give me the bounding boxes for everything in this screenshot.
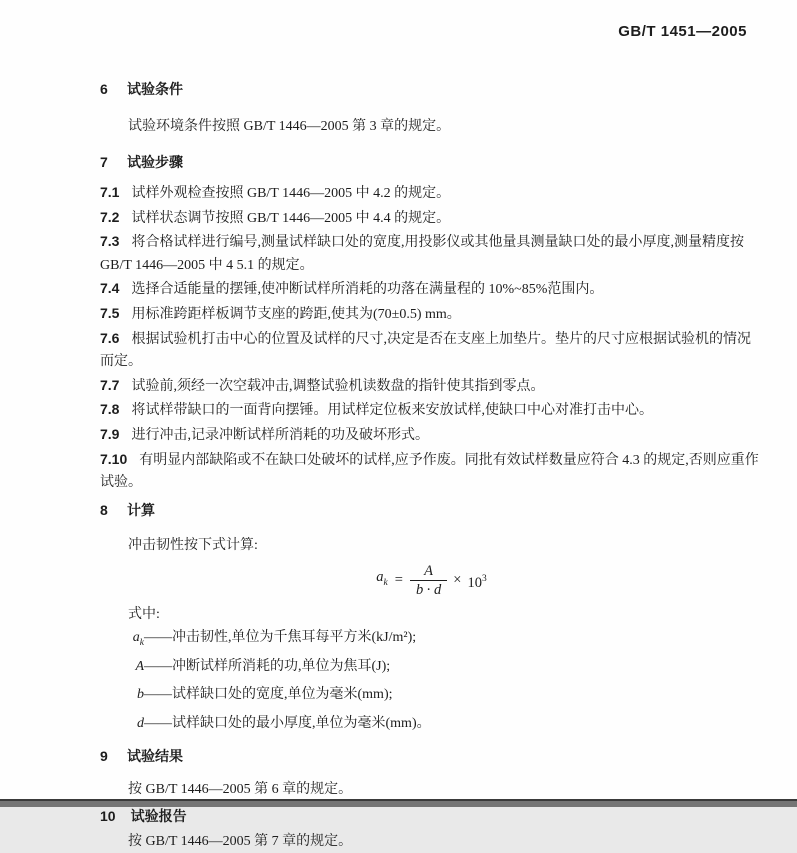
clause-10-number: 10 <box>100 807 116 824</box>
clause-7-heading <box>100 151 763 174</box>
formula-symbol: a <box>376 569 384 586</box>
step-7-10-text: 有明显内部缺陷或不在缺口处破坏的试样,应予作废。同批有效试样数量应符合 4.3 的规定,否则应重作试验。 <box>100 452 759 491</box>
symbol-a-sub: k <box>139 637 144 648</box>
step-7-1-number: 7.1 <box>100 184 120 200</box>
step-7-10 <box>100 448 763 495</box>
clause-8-heading <box>100 499 763 522</box>
fraction-denominator <box>410 580 447 599</box>
definition-b <box>100 683 763 712</box>
step-7-8 <box>100 398 763 423</box>
clause-9-heading <box>100 745 763 768</box>
step-7-4 <box>100 277 763 302</box>
clause-7-number: 7 <box>100 154 108 170</box>
step-7-5-number: 7.5 <box>100 304 120 321</box>
step-7-3 <box>100 230 763 277</box>
definition-d-text: ——试样缺口处的最小厚度,单位为毫米(mm)。 <box>144 716 431 732</box>
step-7-7 <box>100 374 763 399</box>
step-7-9-number: 7.9 <box>100 425 120 442</box>
clause-7-steps <box>100 181 763 495</box>
step-7-1-text: 试样外观检查按照 GB/T 1446—2005 中 4.2 的规定。 <box>131 186 451 201</box>
step-7-2 <box>100 206 763 231</box>
standard-number-header: GB/T 1451—2005 <box>618 23 747 40</box>
clause-8-title: 计算 <box>127 501 155 518</box>
definition-A <box>100 655 763 684</box>
step-7-7-number: 7.7 <box>100 376 120 393</box>
clause-7-title: 试验步骤 <box>127 154 183 170</box>
clause-6-number: 6 <box>100 81 108 97</box>
where-label: 式中: <box>128 606 160 622</box>
clause-8-number: 8 <box>100 501 108 518</box>
formula-fraction <box>410 563 447 599</box>
symbol-A: A <box>135 658 144 674</box>
numerator-symbol: A <box>424 562 434 579</box>
definition-b-symbol <box>100 683 144 712</box>
power-exponent: 3 <box>481 573 487 584</box>
definition-d <box>100 712 763 741</box>
clause-6-title: 试验条件 <box>127 81 183 97</box>
step-7-10-number: 7.10 <box>100 450 128 467</box>
equals-sign: = <box>394 572 403 589</box>
denominator-b: b <box>415 581 424 598</box>
step-7-5-text: 用标准跨距样板调节支座的跨距,使其为(70±0.5) mm。 <box>131 306 461 322</box>
step-7-2-text: 试样状态调节按照 GB/T 1446—2005 中 4.4 的规定。 <box>131 210 451 226</box>
clause-8-intro: 冲击韧性按下式计算: <box>128 537 258 553</box>
clause-10-heading <box>100 805 763 828</box>
step-7-8-text: 将试样带缺口的一面背向摆锤。用试样定位板来安放试样,使缺口中心对准打击中心。 <box>131 403 653 419</box>
symbol-b: b <box>137 687 144 703</box>
step-7-5 <box>100 302 763 327</box>
step-7-1 <box>100 181 763 206</box>
step-7-3-number: 7.3 <box>100 233 120 250</box>
formula-symbol-subscript: k <box>383 578 388 589</box>
multiplication-sign: × <box>453 572 462 589</box>
formula-lhs <box>376 566 387 594</box>
definition-A-text: ——冲断试样所消耗的功,单位为焦耳(J); <box>144 658 391 674</box>
symbol-definitions <box>100 626 763 741</box>
clause-9-body: 按 GB/T 1446—2005 第 6 章的规定。 <box>128 781 353 797</box>
step-7-2-number: 7.2 <box>100 208 120 225</box>
step-7-3-text: 将合格试样进行编号,测量试样缺口处的宽度,用投影仪或其他量具测量缺口处的最小厚度,测量精度按 GB/T 1446—2005 中 4 5.1 的规定。 <box>100 235 744 273</box>
step-7-9 <box>100 423 763 448</box>
symbol-a: a <box>132 629 140 645</box>
step-7-9-text: 进行冲击,记录冲断试样所消耗的功及破坏形式。 <box>131 427 429 443</box>
power-base: 10 <box>467 574 482 591</box>
definition-b-text: ——试样缺口处的宽度,单位为毫米(mm); <box>144 687 393 703</box>
definition-ak-symbol <box>100 626 144 655</box>
fraction-numerator <box>418 563 439 580</box>
definition-ak-text: ——冲击韧性,单位为千焦耳每平方米(kJ/m²); <box>144 629 417 645</box>
step-7-4-text: 选择合适能量的摆锤,使冲断试样所消耗的功落在满量程的 10%~85%范围内。 <box>131 282 604 298</box>
step-7-6-number: 7.6 <box>100 329 120 346</box>
denominator-d: d <box>434 581 442 598</box>
clause-9-title: 试验结果 <box>127 747 183 764</box>
power-of-ten <box>467 568 486 594</box>
step-7-8-number: 7.8 <box>100 401 120 418</box>
clause-6-body: 试验环境条件按照 GB/T 1446—2005 第 3 章的规定。 <box>128 119 451 134</box>
step-7-6-text: 根据试验机打击中心的位置及试样的尺寸,决定是否在支座上加垫片。垫片的尺寸应根据试验机的情况而定。 <box>100 331 751 370</box>
impact-toughness-formula <box>100 561 763 601</box>
dot-operator: · <box>426 581 432 598</box>
clause-6-heading <box>100 78 763 101</box>
step-7-4-number: 7.4 <box>100 280 120 297</box>
definition-ak <box>100 626 763 655</box>
clause-10-body: 按 GB/T 1446—2005 第 7 章的规定。 <box>128 833 353 849</box>
step-7-7-text: 试验前,须经一次空载冲击,调整试验机读数盘的指针使其指到零点。 <box>131 378 545 394</box>
definition-A-symbol <box>100 655 144 684</box>
scan-edge-bar <box>0 799 797 807</box>
step-7-6 <box>100 327 763 374</box>
definition-d-symbol <box>100 712 144 741</box>
clause-10-title: 试验报告 <box>130 807 187 824</box>
symbol-d: d <box>137 716 144 732</box>
clause-9-number: 9 <box>100 747 108 764</box>
